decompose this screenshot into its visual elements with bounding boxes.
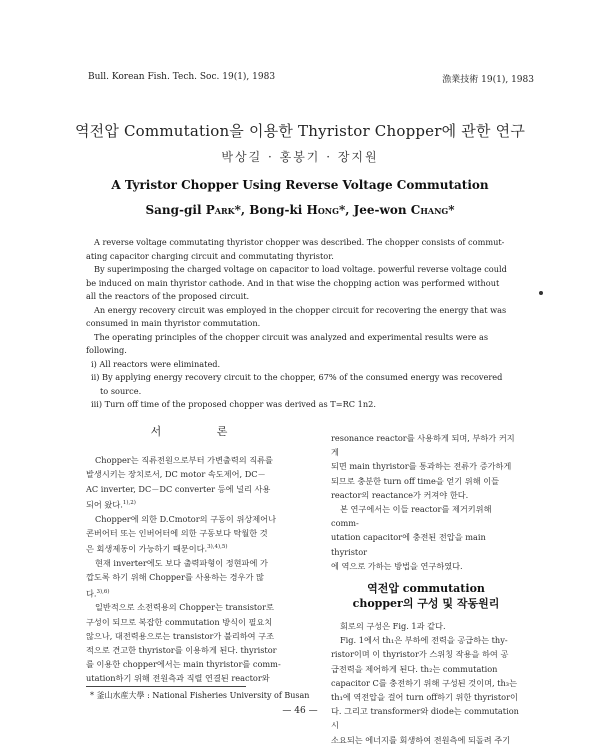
author-2-family: Hong xyxy=(306,203,339,217)
body-line: 현재 inverter에도 보다 출력파형이 정현파에 가 xyxy=(95,558,268,569)
authors-korean: 박상길 · 홍봉기 · 장지원 xyxy=(221,150,379,164)
reference-marker: 1),2) xyxy=(122,499,136,506)
body-line: 회로의 구성은 Fig. 1과 같다. xyxy=(340,621,446,632)
body-line xyxy=(86,540,298,556)
body-line: capacitor C를 충전하기 위해 구성된 것이며, th₃는 xyxy=(331,677,517,688)
body-line: utation capacitor에 충전된 전압을 main thyristor xyxy=(331,532,486,557)
left-column xyxy=(86,425,298,686)
author-1-family: Park xyxy=(205,203,235,217)
page-number: — 46 — xyxy=(282,706,318,716)
author-1-mark: *, xyxy=(234,203,250,217)
section-heading-introduction: 서 론 xyxy=(150,425,254,438)
body-line: Fig. 1에서 th₁은 부하에 전력을 공급하는 thy- xyxy=(340,635,508,646)
author-3-mark: * xyxy=(448,203,455,217)
body-line: 깝도록 하기 위해 Chopper를 사용하는 경우가 많 xyxy=(86,572,264,583)
body-line: 구성이 되므로 복잡한 commutation 방식이 필요치 xyxy=(86,616,273,627)
reference-marker: 3),6) xyxy=(96,588,110,595)
body-line: 를 이용한 chopper에서는 main thyristor를 comm- xyxy=(86,659,281,670)
body-line: Chopper에 의한 D.Cmotor의 구동이 위상제어나 xyxy=(95,513,276,524)
abstract-line: ating capacitor charging circuit and commutating thyristor. xyxy=(86,250,334,261)
abstract-line: following. xyxy=(86,345,127,355)
body-line: 않으나, 대전력용으로는 transistor가 불리하여 구조 xyxy=(86,630,274,641)
title-korean: 역전압 Commutation을 이용한 Thyristor Chopper에 관한 연구 xyxy=(74,122,526,140)
body-line: th₁에 역전압을 걸어 turn off하기 위한 thyristor이 xyxy=(331,692,518,703)
body-line: 에 역으로 가하는 방법을 연구하였다. xyxy=(331,560,463,571)
section-heading-chopper xyxy=(331,581,521,611)
title-english: A Tyristor Chopper Using Reverse Voltage Commutation xyxy=(111,178,489,192)
body-line: 되면 main thyristor를 통과하는 전류가 증가하게 xyxy=(331,461,512,472)
section-heading-line-1: 역전압 commutation xyxy=(367,582,485,596)
authors-english xyxy=(0,203,600,217)
body-line: 발생시키는 장치로서, DC motor 속도제어, DC－ xyxy=(86,469,266,480)
abstract-line: all the reactors of the proposed circuit. xyxy=(86,291,250,301)
body-line: 되므로 충분한 turn off time을 얻기 위해 이들 xyxy=(331,475,500,486)
body-text: 되어 왔다. xyxy=(86,499,123,510)
body-line: 일반적으로 소전력용의 Chopper는 transistor로 xyxy=(95,602,274,613)
abstract xyxy=(86,236,516,412)
abstract-line: By superimposing the charged voltage on capacitor to load voltage. powerful reverse voltage could xyxy=(94,264,507,274)
body-line: 적으로 견고한 thyristor를 이용하게 된다. thyristor xyxy=(86,645,277,656)
author-1-given: Sang-gil xyxy=(145,203,206,217)
journal-citation-right: 漁業技術 19(1), 1983 xyxy=(442,75,534,85)
reference-marker: 3),4),5) xyxy=(207,544,228,551)
body-line: Chopper는 직류전원으로부터 가변출력의 직류를 xyxy=(95,455,273,466)
body-line xyxy=(86,496,298,512)
journal-citation-left: Bull. Korean Fish. Tech. Soc. 19(1), 1983 xyxy=(88,72,276,82)
abstract-item: iii) Turn off time of the proposed chopper was derived as T=RC 1n2. xyxy=(91,399,376,409)
running-header xyxy=(88,72,534,85)
body-text: 다. xyxy=(86,588,97,599)
abstract-item: to source. xyxy=(100,385,142,396)
footnote-rule xyxy=(86,686,246,687)
author-2-mark: *, xyxy=(338,203,354,217)
abstract-line: be induced on main thyristor cathode. And in that wise the chopping action was performed without xyxy=(86,277,500,288)
margin-mark xyxy=(539,291,543,295)
author-2-given: Bong-ki xyxy=(249,203,307,217)
abstract-line: The operating principles of the chopper circuit was analyzed and experimental results were as xyxy=(94,331,489,342)
footnote-affiliation: * 釜山水産大學 : National Fisheries University of Busan xyxy=(90,691,310,700)
abstract-item: ii) By applying energy recovery circuit to the chopper, 67% of the consumed energy was recovered xyxy=(91,372,503,382)
body-text: 은 회생제동이 가능하기 때문이다. xyxy=(86,543,208,554)
body-line: ristor이며 이 thyristor가 스위칭 작용을 하여 공 xyxy=(331,649,509,660)
abstract-item: i) All reactors were eliminated. xyxy=(91,358,221,369)
body-line: 본 연구에서는 이들 reactor를 제거키위해 comm- xyxy=(331,504,492,529)
body-line: 다. 그리고 transformer와 diode는 commutation시 xyxy=(331,706,519,731)
abstract-line: consumed in main thyristor commutation. xyxy=(86,318,261,328)
author-3-given: Jee-won xyxy=(353,203,411,217)
abstract-line: An energy recovery circuit was employed in the chopper circuit for recovering the energy that was xyxy=(94,304,507,315)
body-line xyxy=(86,585,298,601)
body-line: 소요되는 에너지를 회생하여 전원측에 되돌려 주기 xyxy=(331,734,511,745)
body-line: utation하기 위해 전원측과 직렬 연결된 reactor와 xyxy=(86,673,270,684)
body-line: reactor의 reactance가 커져야 한다. xyxy=(331,489,469,500)
body-line: resonance reactor를 사용하게 되며, 부하가 커지게 xyxy=(331,433,515,458)
abstract-line: A reverse voltage commutating thyristor chopper was described. The chopper consists of commut- xyxy=(94,237,505,247)
body-line: AC inverter, DC－DC converter 등에 널리 사용 xyxy=(86,483,271,494)
author-3-family: Chang xyxy=(410,203,449,217)
right-column xyxy=(331,431,521,747)
section-heading-line-2: chopper의 구성 및 작동원리 xyxy=(352,597,500,611)
body-line: 콘버어터 또는 인버어터에 의한 구동보다 탁월한 것 xyxy=(86,527,268,538)
body-line: 급전력을 제어하게 된다. th₂는 commutation xyxy=(331,663,498,674)
